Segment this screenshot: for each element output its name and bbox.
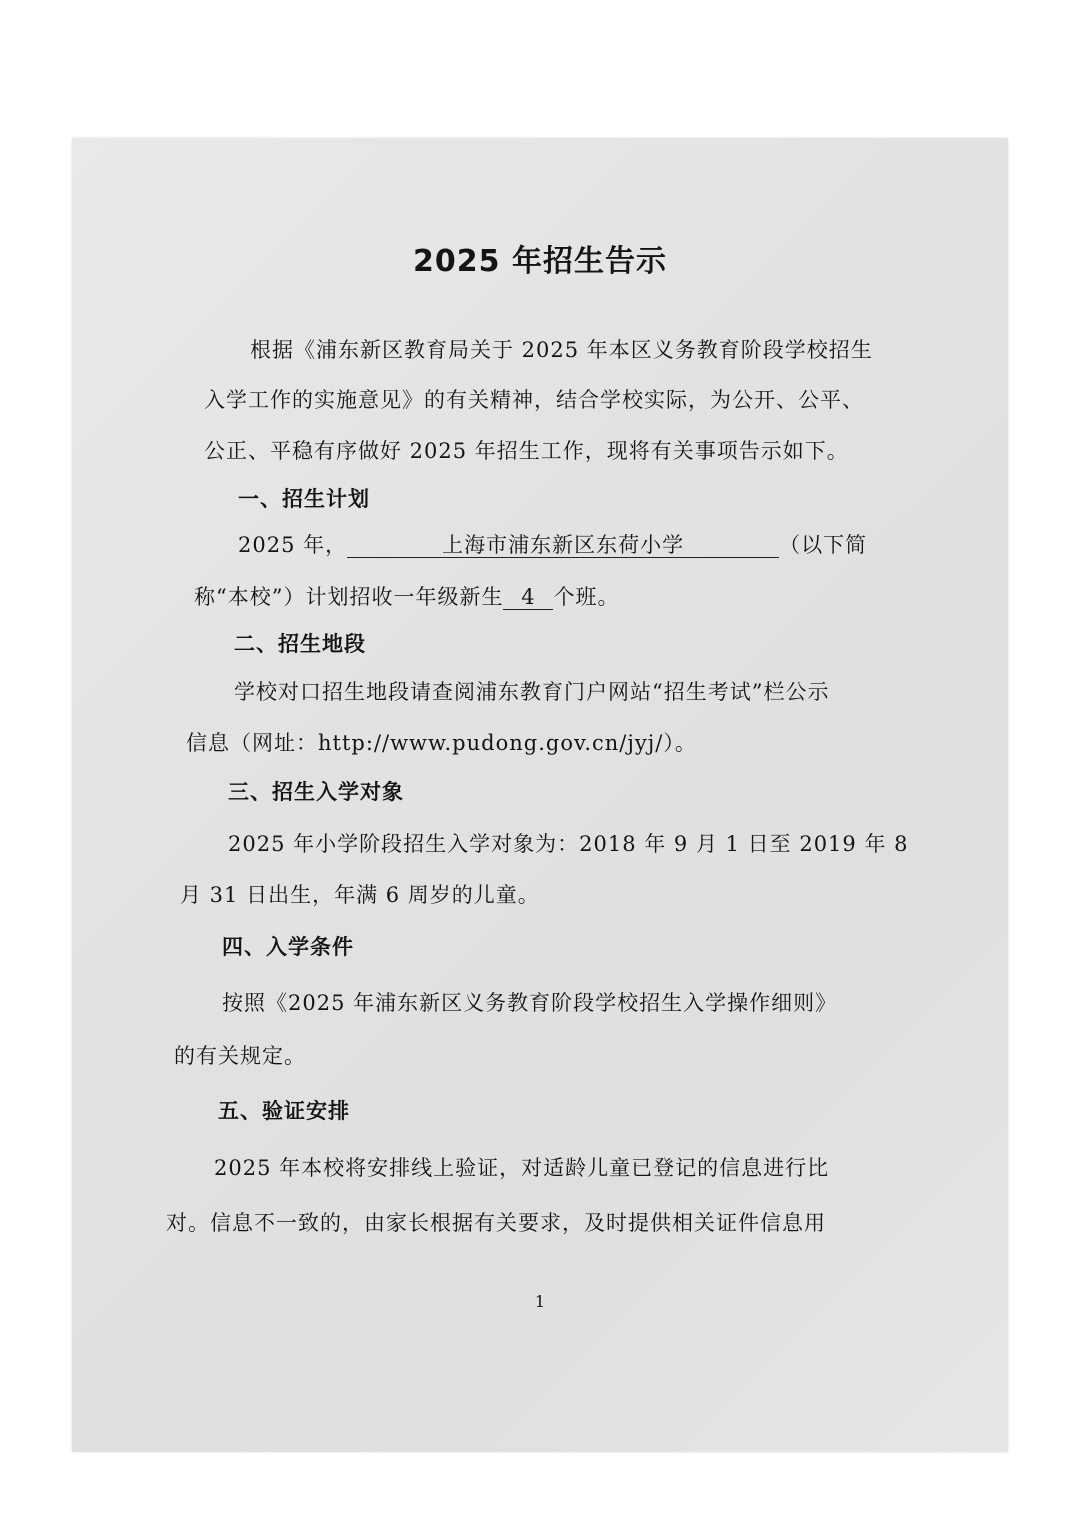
intro-line-1: 根据《浦东新区教育局关于 2025 年本区义务教育阶段学校招生 (250, 338, 873, 362)
page-number: 1 (534, 1292, 546, 1311)
intro-line-3: 公正、平稳有序做好 2025 年招生工作，现将有关事项告示如下。 (204, 439, 849, 463)
section-1-line-2-prefix: 称“本校”）计划招收一年级新生 (194, 585, 504, 609)
section-5-line-2: 对。信息不一致的，由家长根据有关要求，及时提供相关证件信息用 (166, 1211, 826, 1235)
section-4-line-1: 按照《2025 年浦东新区义务教育阶段学校招生入学操作细则》 (222, 991, 838, 1015)
document-page (72, 138, 1008, 1452)
section-5-heading: 五、验证安排 (218, 1099, 350, 1123)
school-name-field: 上海市浦东新区东荷小学 (347, 533, 779, 558)
intro-line-2: 入学工作的实施意见》的有关精神，结合学校实际，为公开、公平、 (204, 388, 864, 412)
section-4-line-2: 的有关规定。 (174, 1044, 306, 1068)
document-title: 2025 年招生告示 (413, 244, 667, 279)
section-3-line-1: 2025 年小学阶段招生入学对象为：2018 年 9 月 1 日至 2019 年 8 (228, 832, 909, 856)
section-1-heading: 一、招生计划 (238, 487, 370, 511)
section-5-line-1: 2025 年本校将安排线上验证，对适龄儿童已登记的信息进行比 (214, 1156, 830, 1180)
section-2-line-1: 学校对口招生地段请查阅浦东教育门户网站“招生考试”栏公示 (234, 680, 830, 704)
section-1-suffix: （以下简 (779, 533, 868, 557)
section-2-heading: 二、招生地段 (234, 632, 366, 656)
section-1-line-2 (194, 581, 619, 611)
section-1-prefix: 2025 年， (238, 533, 348, 557)
section-1-line-1 (238, 529, 867, 559)
section-1-line-2-suffix: 个班。 (553, 585, 620, 609)
class-count-field: 4 (503, 585, 553, 610)
section-3-heading: 三、招生入学对象 (228, 780, 404, 804)
section-3-line-2: 月 31 日出生，年满 6 周岁的儿童。 (180, 883, 540, 907)
section-4-heading: 四、入学条件 (222, 935, 354, 959)
section-2-line-2: 信息（网址：http://www.pudong.gov.cn/jyj/）。 (186, 731, 697, 755)
